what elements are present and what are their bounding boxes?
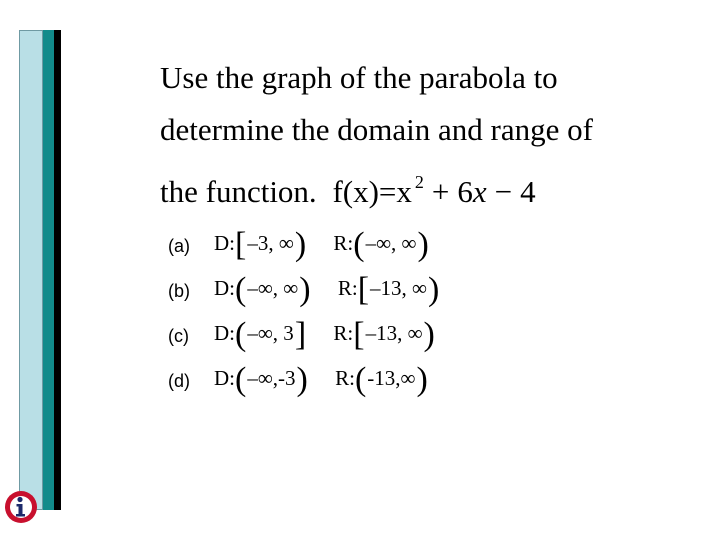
domain-close-bracket: ) <box>299 271 311 308</box>
option-intervals <box>214 363 428 397</box>
range-interval <box>333 318 434 352</box>
question-line-3-text: the function. <box>160 174 317 209</box>
domain-prefix: D: <box>214 276 235 300</box>
range-values: -13,∞ <box>367 366 416 390</box>
question-line-2: determine the domain and range of <box>160 112 593 147</box>
domain-open-bracket: [ <box>235 226 247 263</box>
domain-values: –∞, 3 <box>247 321 294 345</box>
domain-prefix: D: <box>214 366 235 390</box>
question-text <box>160 52 680 218</box>
range-open-bracket: ( <box>353 226 365 263</box>
option-label: (c) <box>168 326 189 346</box>
range-open-bracket: [ <box>357 271 370 308</box>
domain-prefix: D: <box>214 321 235 345</box>
domain-open-bracket: ( <box>235 361 247 398</box>
question-line-3 <box>160 156 680 218</box>
range-prefix: R: <box>335 366 355 390</box>
function-op-minus: − <box>494 174 513 209</box>
function-expression <box>332 174 535 209</box>
option-label: (b) <box>168 281 190 301</box>
option-label: (d) <box>168 371 190 391</box>
domain-interval <box>214 273 311 307</box>
domain-values: –∞, ∞ <box>247 276 299 300</box>
range-interval <box>335 363 428 397</box>
function-variable: x <box>472 174 487 209</box>
domain-close-bracket: ) <box>294 226 307 263</box>
question-line-1: Use the graph of the parabola to <box>160 60 558 95</box>
domain-interval <box>214 363 308 397</box>
option-intervals <box>214 273 439 307</box>
range-close-bracket: ) <box>428 271 440 308</box>
range-open-bracket: ( <box>354 361 367 398</box>
function-coefficient: 6 <box>457 174 473 209</box>
domain-values: –∞,-3 <box>247 366 296 390</box>
range-close-bracket: ) <box>416 361 428 398</box>
domain-values: –3, ∞ <box>247 231 294 255</box>
range-prefix: R: <box>333 231 354 255</box>
function-op-plus: + <box>431 174 450 209</box>
domain-interval <box>214 228 306 262</box>
range-interval <box>333 228 428 262</box>
range-interval <box>338 273 439 307</box>
domain-prefix: D: <box>214 231 235 255</box>
function-lhs: f(x)=x <box>332 174 412 209</box>
option-label: (a) <box>168 236 190 256</box>
option-intervals <box>214 228 429 262</box>
range-prefix: R: <box>337 276 358 300</box>
range-open-bracket: [ <box>353 316 365 353</box>
side-bar-black <box>54 30 61 510</box>
range-values: –∞, ∞ <box>365 231 417 255</box>
range-close-bracket: ) <box>417 226 429 263</box>
range-values: –13, ∞ <box>365 321 423 345</box>
info-icon <box>4 490 38 524</box>
option-intervals <box>214 318 435 352</box>
domain-interval <box>214 318 306 352</box>
range-values: –13, ∞ <box>370 276 428 300</box>
domain-open-bracket: ( <box>235 316 247 353</box>
range-close-bracket: ) <box>423 316 435 353</box>
domain-open-bracket: ( <box>235 271 247 308</box>
function-exponent: 2 <box>414 172 424 192</box>
range-prefix: R: <box>333 321 354 345</box>
function-constant: 4 <box>520 174 536 209</box>
side-bar-light <box>19 30 43 510</box>
domain-close-bracket: ) <box>296 361 308 398</box>
domain-close-bracket: ] <box>294 316 307 353</box>
side-bar-teal <box>43 30 54 510</box>
